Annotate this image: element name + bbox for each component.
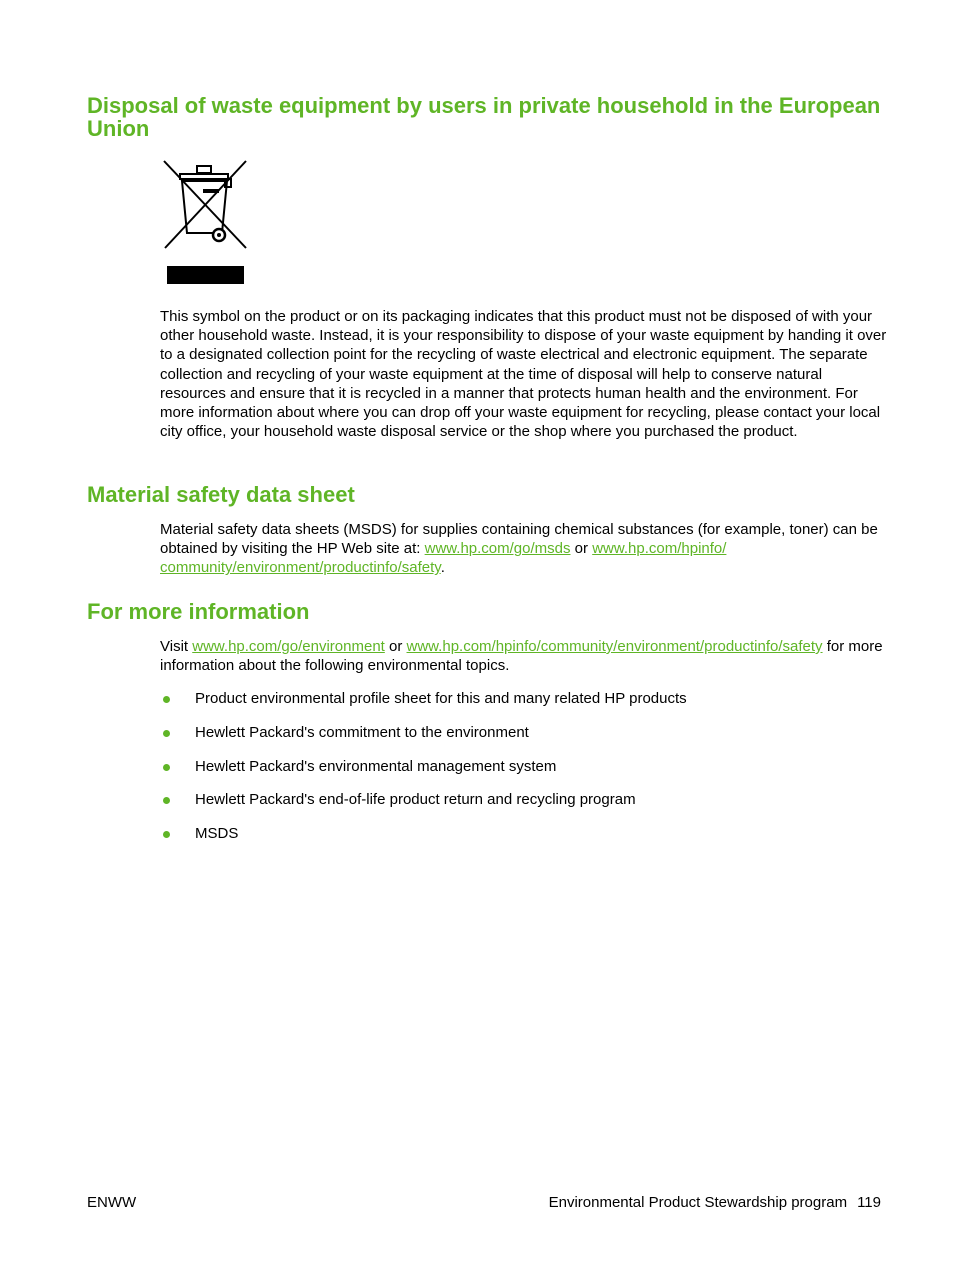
bullet-icon <box>163 797 170 804</box>
more-info-paragraph <box>160 637 890 675</box>
list-item-text: Hewlett Packard's commitment to the environment <box>195 723 529 741</box>
visit-text: Visit <box>160 638 193 655</box>
list-item-text: Hewlett Packard's environmental management system <box>195 757 557 775</box>
footer-chapter-title: Environmental Product Stewardship program <box>548 1194 848 1211</box>
list-item <box>160 824 880 858</box>
bullet-icon <box>163 831 170 838</box>
list-item <box>160 723 880 757</box>
bullet-icon <box>163 696 170 703</box>
crossed-out-wheelie-bin-icon <box>160 156 250 286</box>
footer-right <box>549 1193 881 1213</box>
page-number: 119 <box>857 1194 881 1211</box>
list-item-text: Product environmental profile sheet for this and many related HP products <box>195 690 687 707</box>
list-item-text: Hewlett Packard's end-of-life product return and recycling program <box>195 791 636 809</box>
list-item <box>160 757 880 791</box>
section-heading-disposal: Disposal of waste equipment by users in private household in the European Union <box>87 93 881 141</box>
list-item-text: MSDS <box>195 825 239 843</box>
bullet-icon <box>163 730 170 737</box>
section-heading-msds: Material safety data sheet <box>87 482 355 507</box>
msds-or-text: or <box>570 540 593 558</box>
msds-link[interactable]: www.hp.com/go/msds <box>424 540 571 558</box>
more-info-or-text: or <box>384 638 407 655</box>
bullet-icon <box>163 764 170 771</box>
hp-safety-link[interactable]: www.hp.com/hpinfo/ community/environment/productinfo/safety <box>160 540 727 577</box>
section-heading-more-info: For more information <box>87 599 310 624</box>
environment-link[interactable]: www.hp.com/go/environment <box>192 638 385 655</box>
msds-text: Material safety data sheets (MSDS) for supplies containing chemical substances (for example, toner) can be obtained by visiting the HP Web site at: <box>160 521 878 558</box>
msds-end-text: . <box>440 559 445 577</box>
more-info-tail-text: for more information about the following environmental topics. <box>160 638 883 675</box>
topics-list <box>160 689 880 858</box>
list-item <box>160 689 880 723</box>
list-item <box>160 790 880 824</box>
footer-left-label: ENWW <box>87 1194 137 1211</box>
msds-paragraph <box>160 520 890 578</box>
disposal-paragraph: This symbol on the product or on its packaging indicates that this product must not be disposed of with your other household waste. Instead, it is your responsibility to dispose of your waste equipment by handing it over to a designated collection point for the recycling of waste electrical and electronic equipment. The separate collection and recycling of your waste equipment at the time of disposal will help to conserve natural resources and ensure that it is recycled in a manner that protects human health and the environment. For more information about where you can drop off your waste equipment for recycling, please contact your local city office, your household waste disposal service or the shop where you purchased the product. <box>160 308 887 441</box>
hp-safety-link-2[interactable]: www.hp.com/hpinfo/community/environment/productinfo/safety <box>406 638 823 655</box>
